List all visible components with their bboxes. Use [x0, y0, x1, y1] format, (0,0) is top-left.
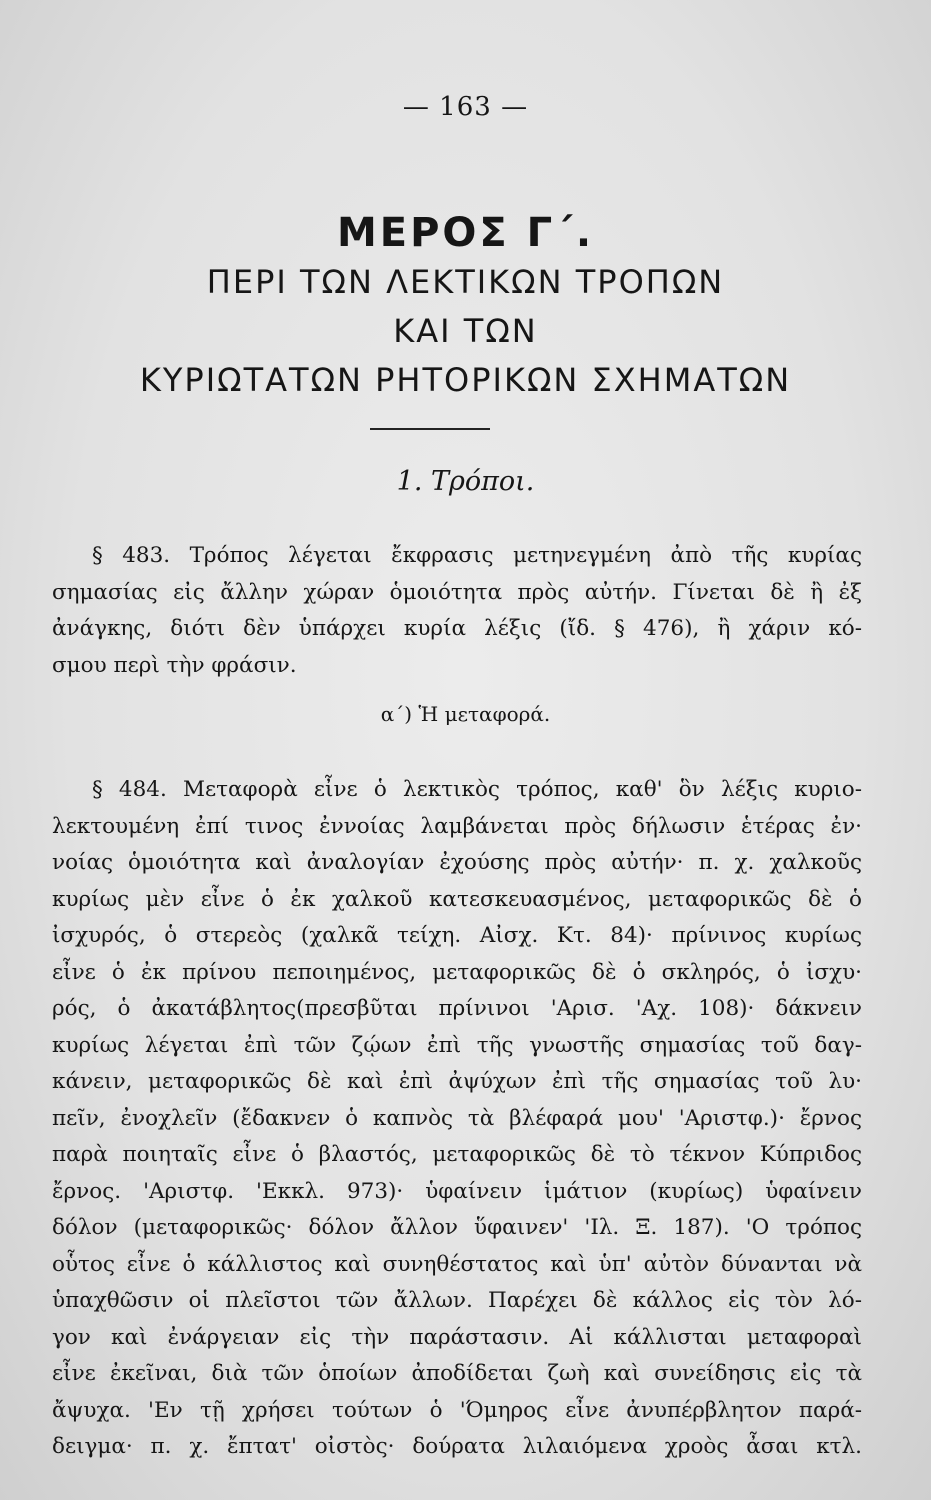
heading-divider — [370, 428, 490, 430]
text-line: § 483. Τρόπος λέγεται ἔκφρασις μετηνεγμένη ἀπὸ τῆς κυρίας — [92, 543, 862, 568]
text-line: οὗτος εἶνε ὁ κάλλιστος καὶ συνηθέστατος καὶ ὑπ' αὐτὸν δύνανται νὰ — [52, 1251, 862, 1277]
page-number: — 163 — — [402, 92, 529, 122]
part-title: ΜΕΡΟΣ Γ΄. — [336, 210, 595, 256]
text-line: ἔρνος. 'Αριστφ. 'Εκκλ. 973)· ὑφαίνειν ἱμάτιον (κυρίως) ὑφαίνειν — [52, 1178, 862, 1204]
part-subtitle-line-1: ΠΕΡΙ ΤΩΝ ΛΕΚΤΙΚΩΝ ΤΡΟΠΩΝ — [206, 263, 725, 301]
subheading-metaphor: α΄) Ἡ μεταφορά. — [380, 702, 551, 726]
part-subtitle-line-2: ΚΑΙ ΤΩΝ — [393, 312, 538, 350]
text-line: νοίας ὁμοιότητα καὶ ἀναλογίαν ἐχούσης πρὸς αὐτήν· π. χ. χαλκοῦς — [52, 850, 862, 875]
paragraph-484 — [52, 772, 862, 1466]
text-line: ὑπαχθῶσιν οἱ πλεῖστοι τῶν ἄλλων. Παρέχει δὲ κάλλος εἰς τὸν λό- — [52, 1288, 862, 1313]
text-line: λεκτουμένη ἐπί τινος ἐννοίας λαμβάνεται πρὸς δήλωσιν ἑτέρας ἐν· — [52, 813, 862, 839]
part-heading — [0, 208, 931, 405]
text-line: ἄψυχα. 'Εν τῇ χρήσει τούτων ὁ 'Όμηρος εἶνε ἀνυπέρβλητον παρά- — [52, 1397, 862, 1423]
text-line: δειγμα· π. χ. ἔπτατ' οἰστὸς· δούρατα λιλαιόμενα χροὸς ἆσαι κτλ. — [52, 1434, 862, 1459]
paragraph-483 — [52, 538, 862, 684]
text-line: κυρίως λέγεται ἐπὶ τῶν ζῴων ἐπὶ τῆς γνωστῆς σημασίας τοῦ δαγ- — [52, 1032, 862, 1058]
text-line: σημασίας εἰς ἄλλην χώραν ὁμοιότητα πρὸς αὐτήν. Γίνεται δὲ ἢ ἐξ — [52, 579, 862, 605]
text-line: εἶνε ἐκεῖναι, διὰ τῶν ὁποίων ἀποδίδεται ζωὴ καὶ συνείδησις εἰς τὰ — [52, 1361, 862, 1386]
text-line: κυρίως μὲν εἶνε ὁ ἐκ χαλκοῦ κατεσκευασμένος, μεταφορικῶς δὲ ὁ — [52, 886, 862, 912]
text-line: ἀνάγκης, διότι δὲν ὑπάρχει κυρία λέξις (ἴδ. § 476), ἢ χάριν κό- — [52, 616, 862, 641]
text-line: πεῖν, ἐνοχλεῖν (ἔδακνεν ὁ καπνὸς τὰ βλέφαρά μου' 'Αριστφ.)· ἔρνος — [52, 1105, 862, 1131]
text-line: παρὰ ποιηταῖς εἶνε ὁ βλαστός, μεταφορικῶς δὲ τὸ τέκνον Κύπριδος — [52, 1142, 862, 1167]
text-line: εἶνε ὁ ἐκ πρίνου πεποιημένος, μεταφορικῶς δὲ ὁ σκληρός, ὁ ἰσχυ· — [52, 959, 862, 985]
section-title: 1. Τρόποι. — [396, 466, 535, 497]
text-line: § 484. Μεταφορὰ εἶνε ὁ λεκτικὸς τρόπος, καθ' ὃν λέξις κυριο- — [92, 777, 862, 802]
text-line: δόλον (μεταφορικῶς· δόλον ἄλλον ὕφαινεν' 'Ιλ. Ξ. 187). 'Ο τρόπος — [52, 1215, 862, 1240]
part-subtitle-line-3: ΚΥΡΙΩΤΑΤΩΝ ΡΗΤΟΡΙΚΩΝ ΣΧΗΜΑΤΩΝ — [139, 361, 792, 399]
text-line: σμου περὶ τὴν φράσιν. — [52, 652, 297, 678]
text-line: ρός, ὁ ἀκατάβλητος(πρεσβῦται πρίνινοι 'Αρισ. 'Αχ. 108)· δάκνειν — [52, 996, 862, 1021]
text-line: ἰσχυρός, ὁ στερεὸς (χαλκᾶ τείχη. Αἰσχ. Κτ. 84)· πρίνινος κυρίως — [52, 923, 862, 948]
text-line: κάνειν, μεταφορικῶς δὲ καὶ ἐπὶ ἀψύχων ἐπὶ τῆς σημασίας τοῦ λυ· — [52, 1069, 862, 1094]
text-line: γον καὶ ἐνάργειαν εἰς τὴν παράστασιν. Αἱ κάλλισται μεταφοραὶ — [52, 1324, 862, 1350]
